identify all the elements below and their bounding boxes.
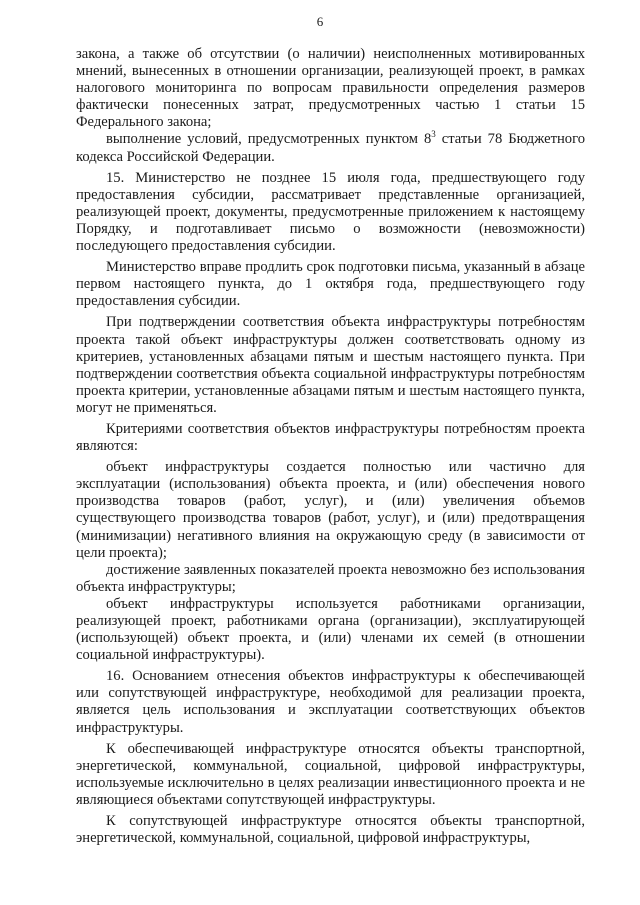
paragraph-10: 16. Основанием отнесения объектов инфраструктуры к обеспечивающей или сопутствующей инфраструктуре, необходимой для реализации проекта, является цель использования и эксплуатации соответствующих объектов инфраструктуры. xyxy=(76,668,585,736)
paragraph-1: закона, а также об отсутствии (о наличии) неисполненных мотивированных мнений, вынесенных в отношении организации, реализующей проект, в рамках налогового мониторинга по вопросам правильности определения размеров фактически понесенных затрат, предусмотренных частью 1 статьи 15 Федерального закона; xyxy=(76,46,585,131)
superscript-index: 3 xyxy=(431,129,436,140)
paragraph-4: Министерство вправе продлить срок подготовки письма, указанный в абзаце первом настоящего пункта, до 1 октября года, предшествующего году предоставления субсидии. xyxy=(76,259,585,310)
page-number: 6 xyxy=(316,14,324,29)
paragraph-3: 15. Министерство не позднее 15 июля года, предшествующего году предоставления субсидии, рассматривает представленные организацией, реализующей проект, документы, предусмотренные приложением к настоящему Порядку, и подготавливает письмо о возможности (невозможности) последующего предоставления субсидии. xyxy=(76,169,585,255)
paragraph-7: объект инфраструктуры создается полностью или частично для эксплуатации (использования) объекта проекта, и (или) обеспечения нового производства товаров (работ, услуг), и (или) увеличения объемов существующего производства товаров (работ, услуг), и (или) предотвращения (минимизации) негативного влияния на окружающую среду (в зависимости от цели проекта); xyxy=(76,459,585,561)
paragraph-9: объект инфраструктуры используется работниками организации, реализующей проект, работниками органа (организации), эксплуатирующей (использующей) объект проекта, и (или) членами их семей (в отношении социальной инфраструктуры). xyxy=(76,595,585,664)
document-body xyxy=(76,46,585,847)
paragraph-12: К сопутствующей инфраструктуре относятся объекты транспортной, энергетической, коммунальной, социальной, цифровой инфраструктуры, xyxy=(76,813,585,847)
paragraph-6: Критериями соответствия объектов инфраструктуры потребностям проекта являются: xyxy=(76,420,585,455)
paragraph-2-text: выполнение условий, предусмотренных пунктом 8 xyxy=(106,131,432,148)
paragraph-2-text-end: статьи 78 Бюджетного кодекса Российской Федерации. xyxy=(76,131,585,165)
paragraph-8: достижение заявленных показателей проекта невозможно без использования объекта инфраструктуры; xyxy=(76,561,585,595)
paragraph-2 xyxy=(76,131,585,165)
paragraph-5: При подтверждении соответствия объекта инфраструктуры потребностям проекта такой объект инфраструктуры должен соответствовать одному из критериев, установленных абзацами пятым и шестым настоящего пункта. При подтверждении соответствия объекта социальной инфраструктуры потребностям проекта критерии, установленные абзацами пятым и шестым настоящего пункта, могут не применяться. xyxy=(76,314,585,416)
paragraph-11: К обеспечивающей инфраструктуре относятся объекты транспортной, энергетической, коммунальной, социальной, цифровой инфраструктуры, используемые исключительно в целях реализации инвестиционного проекта и не являющиеся объектами сопутствующей инфраструктуры. xyxy=(76,740,585,808)
